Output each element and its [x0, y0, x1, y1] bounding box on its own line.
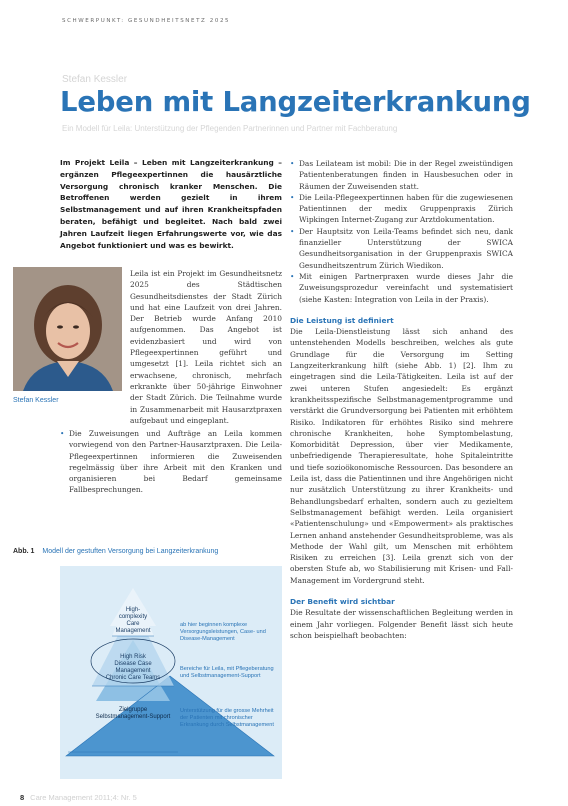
body-column-2	[290, 158, 513, 641]
article-subtitle: Ein Modell für Leila: Unterstützung der Pflegenden Partnerinnen und Partner mit Fachberatung	[62, 124, 398, 133]
section-heading-benefit: Der Benefit wird sichtbar	[290, 596, 395, 606]
portrait-image	[13, 267, 122, 391]
author-kicker: Stefan Kessler	[62, 74, 128, 85]
lead-paragraph: Im Projekt Leila – Leben mit Langzeiterkrankung – ergänzen Pflegeexpertinnen die hausärztliche Versorgung chronisch kranker Menschen. Die Betroffenen werden gezielt in ihrem Selbstmanagement und auf ihren Krankheitspfaden beraten, befähigt und begleitet. Nach bald zwei Jahren Laufzeit liegen Erfahrungswerte vor, wie das Angebot funktioniert und was es bewirkt.	[60, 158, 282, 250]
figure-caption	[13, 548, 218, 555]
figure-label: Abb. 1	[13, 548, 35, 555]
section-paragraph-benefit: Die Resultate der wissenschaftlichen Begleitung werden in einem Jahr vorliegen. Folgender Benefit lässt sich heute schon beispielhaft beobachten:	[290, 608, 513, 640]
figure-note-3: Unterstützung für die grosse Mehrheit der Patienten mit chronischer Erkrankung durch Selbstmanagement	[180, 708, 274, 728]
tier-label-base: Zielgruppe Selbstmanagement-Support	[95, 707, 171, 720]
page-footer	[20, 793, 137, 802]
list-item: • Die Leila-Pflegeexpertinnen haben für die zugewiesenen Patientinnen der medix Gruppenpraxis Zürich Wipkingen Internet-Zugang zur Arztdokumentation.	[290, 192, 513, 226]
portrait-caption: Stefan Kessler	[13, 397, 59, 404]
tier-label-top: High-complexity Care Management	[115, 607, 151, 634]
article-title: Leben mit Langzeiterkrankung	[60, 86, 531, 118]
section-heading-leistung: Die Leistung ist definiert	[290, 315, 394, 325]
list-item: • Mit einigen Partnerpraxen wurde dieses Jahr die Zuweisungsprozedur vereinfacht und systematisiert (siehe Kasten: Integration von Leila in der Praxis).	[290, 271, 513, 305]
intro-paragraph: Leila ist ein Projekt im Gesundheitsnetz 2025 des Städtischen Gesundheitsdienstes der Stadt Zürich und hat eine Laufzeit von drei Jahren. Der Betrieb wurde Anfang 2010 aufgenommen. Das Angebot ist evidenzbasiert und wird von Pflegeexpertinnen geführt und umgesetzt [1]. Leila richtet sich an erwachsene, chronisch, mehrfach erkrankte über 50-jährige Einwohner der Stadt Zürich. Die Teilnahme wurde in Zusammenarbeit mit Hausarztpraxen aufgebaut und eingeplant.	[130, 269, 282, 425]
section-topline: SCHWERPUNKT: GESUNDHEITSNETZ 2025	[62, 18, 231, 24]
list-item: • Das Leilateam ist mobil: Die in der Regel zweistündigen Patientenberatungen finden in Hausbesuchen oder in Räumen der Zuweisenden statt.	[290, 158, 513, 192]
figure-title: Modell der gestuften Versorgung bei Langzeiterkrankung	[42, 548, 219, 555]
tier-label-mid: High Risk Disease Case Management Chronic Care Teams	[105, 654, 161, 681]
list-item: • Der Hauptsitz von Leila-Teams befindet sich neu, dank finanzieller Unterstützung der SWICA Gesundheitsorganisation in der Gruppenpraxis SWICA Gesundheitszentrum Zürich Wiedikon.	[290, 226, 513, 271]
author-portrait	[13, 267, 122, 391]
bullet-list-left	[60, 428, 282, 496]
figure-note-1: ab hier beginnen komplexe Versorgungsleistungen, Case- und Disease-Management	[180, 622, 266, 642]
page-number: 8	[20, 793, 25, 802]
bullet-list-right	[290, 158, 513, 305]
figure-note-2: Bereiche für Leila, mit Pflegeberatung und Selbstmanagement-Support	[180, 666, 274, 679]
body-column-1	[130, 268, 282, 426]
list-item: • Die Zuweisungen und Aufträge an Leila kommen vorwiegend von den Partner-Hausarztpraxen. Die Leila-Pflegeexpertinnen informieren die Zuweisenden regelmässig über ihre Arbeit mit den Kranken und organisieren bei Bedarf gemeinsame Fallbesprechungen.	[60, 428, 282, 496]
care-pyramid-figure	[60, 566, 282, 779]
body-column-1-lower	[60, 428, 282, 496]
section-paragraph-leistung: Die Leila-Dienstleistung lässt sich anhand des untenstehenden Modells beschreiben, welches als gute Grundlage für die Versorgung im Setting Langzeiterkrankung hilft (siehe Abb. 1) [2]. Ihm zu eingetragen sind die Leila-Tätigkeiten. Leila ist auf der zwei unteren Stufen angesiedelt: Es ergänzt krankheitsspezifische Selbstmanagementprogramme und verstärkt die Grundversorgung bei Patienten mit erhöhtem Risiko. Indikatoren für erhöhtes Risiko sind mehrere chronische Krankheiten, hohe Symptombelastung, Komorbidität Depression, über vier Medikamente, unbefriedigende Therapieresultate, hohe Spitaleintritte und tiefe sozioökonomische Ressourcen. Das besondere an Leila ist, dass die Patientinnen und ihre Angehörigen nicht nur zusätzlich Unterstützung zu ihrer Krankheits- und Behandlungsbedarf erhalten, sondern auch zu gezieltem Selbstmanagement befähigt werden. Leila organisiert «Patientenschulung» und «Empowerment» als praktisches Lernen anhand anstehender Gesundheitsprobleme, was als Methode der Wahl gilt, um Menschen mit erhöhtem Risiken zu erreichen [3]. Leila grenzt sich von der obersten Stufe ab, wo Stabilisierung mit Krisen- und Fall-Management im Vordergrund steht.	[290, 327, 513, 585]
journal-reference: Care Management 2011;4: Nr. 5	[30, 793, 137, 802]
